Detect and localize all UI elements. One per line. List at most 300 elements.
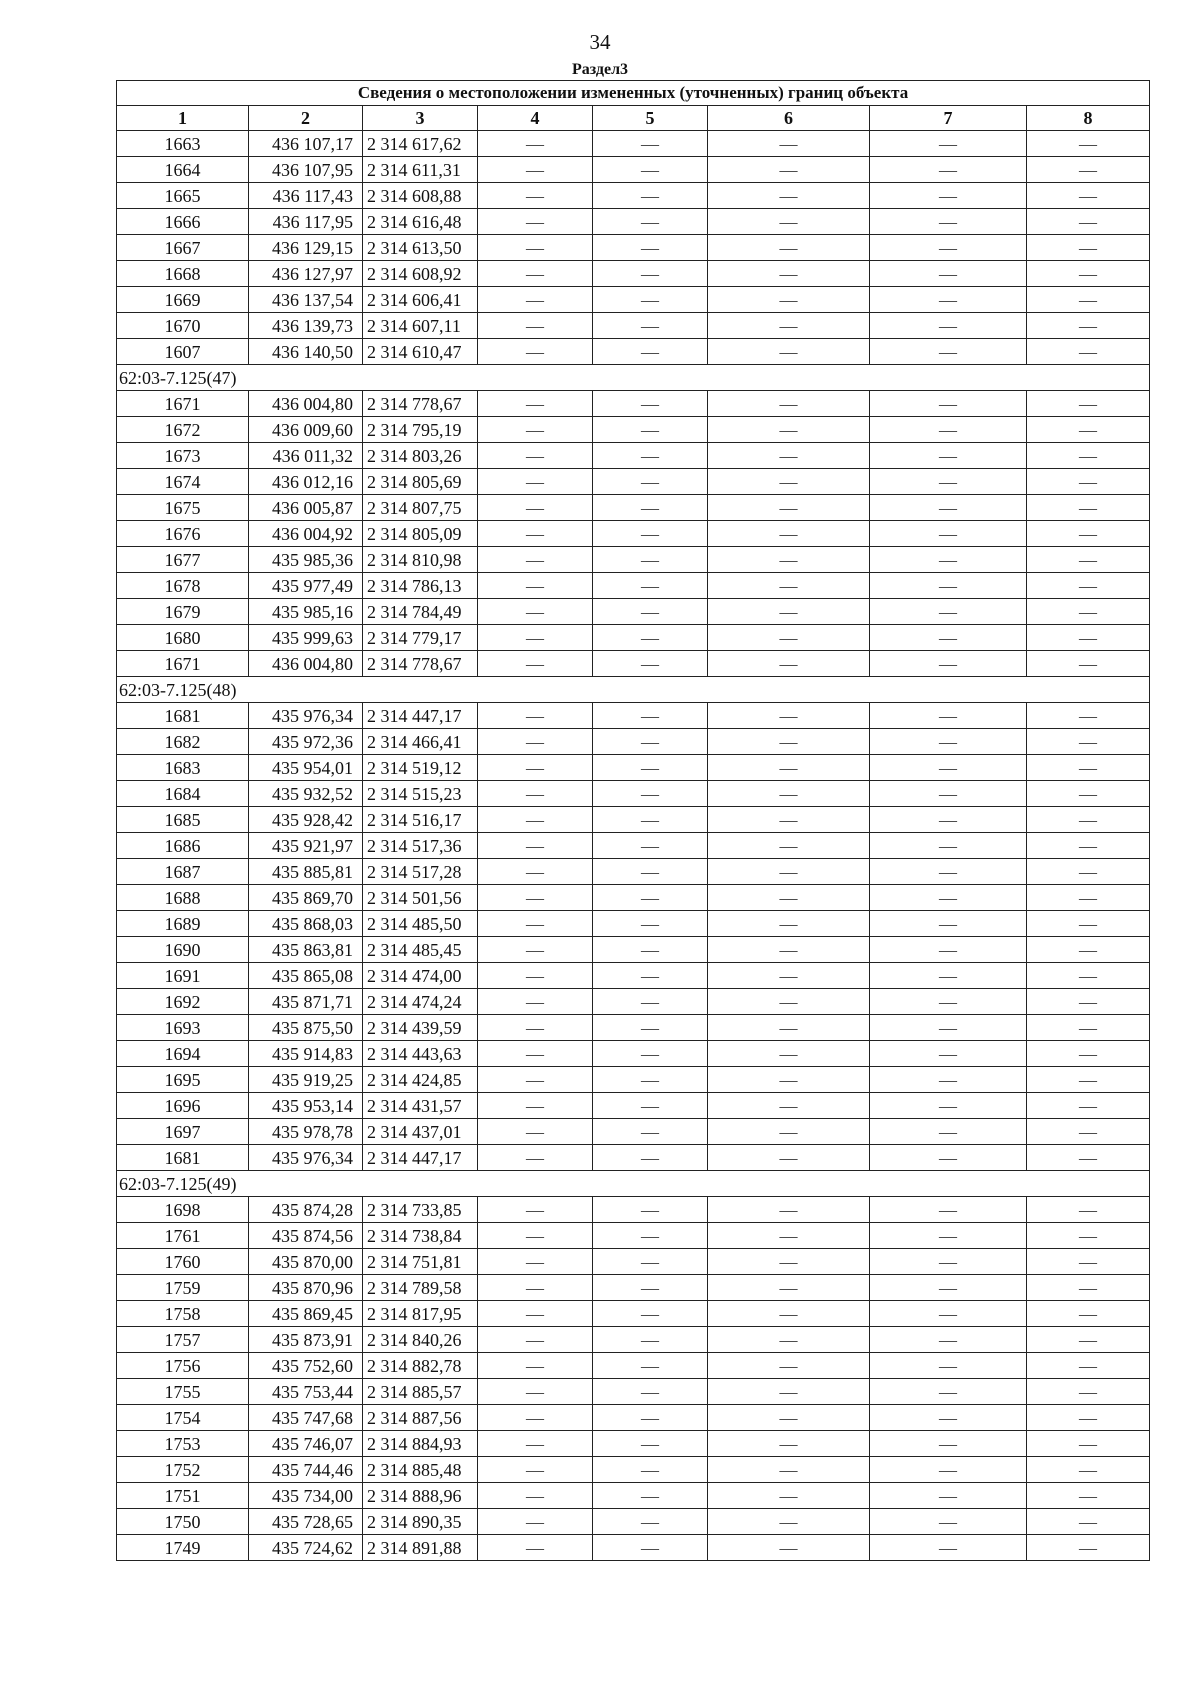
empty-value-dash: — (870, 417, 1027, 443)
table-row (117, 859, 1150, 885)
empty-value-dash: — (593, 1223, 708, 1249)
empty-value-dash: — (1027, 313, 1150, 339)
empty-value-dash: — (593, 313, 708, 339)
empty-value-dash: — (593, 547, 708, 573)
empty-value-dash: — (708, 469, 870, 495)
empty-value-dash: — (870, 495, 1027, 521)
y-coordinate: 2 314 888,96 (363, 1483, 478, 1509)
empty-value-dash: — (708, 1431, 870, 1457)
empty-value-dash: — (1027, 625, 1150, 651)
point-number: 1673 (117, 443, 249, 469)
empty-value-dash: — (1027, 131, 1150, 157)
point-number: 1675 (117, 495, 249, 521)
y-coordinate: 2 314 485,50 (363, 911, 478, 937)
table-row (117, 183, 1150, 209)
x-coordinate: 435 919,25 (249, 1067, 363, 1093)
x-coordinate: 436 005,87 (249, 495, 363, 521)
y-coordinate: 2 314 501,56 (363, 885, 478, 911)
table-row (117, 1145, 1150, 1171)
empty-value-dash: — (1027, 495, 1150, 521)
empty-value-dash: — (870, 1353, 1027, 1379)
empty-value-dash: — (478, 157, 593, 183)
point-number: 1671 (117, 651, 249, 677)
empty-value-dash: — (1027, 781, 1150, 807)
y-coordinate: 2 314 516,17 (363, 807, 478, 833)
x-coordinate: 435 752,60 (249, 1353, 363, 1379)
y-coordinate: 2 314 608,88 (363, 183, 478, 209)
section-label: Раздел3 (571, 61, 629, 78)
empty-value-dash: — (1027, 703, 1150, 729)
y-coordinate: 2 314 517,28 (363, 859, 478, 885)
point-number: 1670 (117, 313, 249, 339)
empty-value-dash: — (708, 573, 870, 599)
empty-value-dash: — (593, 625, 708, 651)
x-coordinate: 435 865,08 (249, 963, 363, 989)
empty-value-dash: — (478, 261, 593, 287)
empty-value-dash: — (708, 157, 870, 183)
empty-value-dash: — (593, 807, 708, 833)
point-number: 1680 (117, 625, 249, 651)
empty-value-dash: — (478, 1041, 593, 1067)
empty-value-dash: — (478, 1015, 593, 1041)
empty-value-dash: — (708, 625, 870, 651)
empty-value-dash: — (708, 729, 870, 755)
empty-value-dash: — (478, 391, 593, 417)
empty-value-dash: — (1027, 521, 1150, 547)
empty-value-dash: — (1027, 1067, 1150, 1093)
empty-value-dash: — (593, 1431, 708, 1457)
group-header-row (117, 365, 1150, 391)
point-number: 1672 (117, 417, 249, 443)
empty-value-dash: — (870, 339, 1027, 365)
y-coordinate: 2 314 608,92 (363, 261, 478, 287)
point-number: 1674 (117, 469, 249, 495)
empty-value-dash: — (593, 703, 708, 729)
empty-value-dash: — (593, 833, 708, 859)
table-row (117, 1431, 1150, 1457)
x-coordinate: 435 744,46 (249, 1457, 363, 1483)
empty-value-dash: — (593, 1327, 708, 1353)
table-row (117, 599, 1150, 625)
x-coordinate: 436 127,97 (249, 261, 363, 287)
point-number: 1676 (117, 521, 249, 547)
empty-value-dash: — (478, 781, 593, 807)
empty-value-dash: — (1027, 547, 1150, 573)
empty-value-dash: — (870, 963, 1027, 989)
group-header-row (117, 1171, 1150, 1197)
y-coordinate: 2 314 617,62 (363, 131, 478, 157)
empty-value-dash: — (593, 417, 708, 443)
y-coordinate: 2 314 778,67 (363, 391, 478, 417)
table-row (117, 911, 1150, 937)
empty-value-dash: — (1027, 599, 1150, 625)
empty-value-dash: — (478, 209, 593, 235)
x-coordinate: 436 117,43 (249, 183, 363, 209)
empty-value-dash: — (593, 391, 708, 417)
y-coordinate: 2 314 784,49 (363, 599, 478, 625)
empty-value-dash: — (1027, 1093, 1150, 1119)
table-row (117, 1535, 1150, 1561)
table-row (117, 287, 1150, 313)
table-row (117, 937, 1150, 963)
empty-value-dash: — (1027, 833, 1150, 859)
empty-value-dash: — (870, 1223, 1027, 1249)
table-row (117, 1353, 1150, 1379)
empty-value-dash: — (1027, 1457, 1150, 1483)
y-coordinate: 2 314 786,13 (363, 573, 478, 599)
empty-value-dash: — (708, 1197, 870, 1223)
empty-value-dash: — (478, 1249, 593, 1275)
point-number: 1692 (117, 989, 249, 1015)
column-number-8: 8 (1027, 106, 1150, 131)
table-row (117, 1301, 1150, 1327)
table-row (117, 703, 1150, 729)
empty-value-dash: — (1027, 391, 1150, 417)
point-number: 1666 (117, 209, 249, 235)
empty-value-dash: — (708, 911, 870, 937)
empty-value-dash: — (708, 1535, 870, 1561)
empty-value-dash: — (870, 859, 1027, 885)
x-coordinate: 435 746,07 (249, 1431, 363, 1457)
table-row (117, 157, 1150, 183)
empty-value-dash: — (1027, 443, 1150, 469)
y-coordinate: 2 314 751,81 (363, 1249, 478, 1275)
empty-value-dash: — (593, 1197, 708, 1223)
x-coordinate: 436 004,80 (249, 651, 363, 677)
y-coordinate: 2 314 437,01 (363, 1119, 478, 1145)
point-number: 1753 (117, 1431, 249, 1457)
point-number: 1751 (117, 1483, 249, 1509)
table-row (117, 417, 1150, 443)
empty-value-dash: — (478, 1535, 593, 1561)
empty-value-dash: — (478, 1431, 593, 1457)
empty-value-dash: — (593, 183, 708, 209)
empty-value-dash: — (708, 1041, 870, 1067)
point-number: 1694 (117, 1041, 249, 1067)
empty-value-dash: — (478, 833, 593, 859)
group-label: 62:03-7.125(47) (117, 365, 1150, 391)
empty-value-dash: — (593, 157, 708, 183)
point-number: 1750 (117, 1509, 249, 1535)
column-number-row (117, 106, 1150, 131)
y-coordinate: 2 314 807,75 (363, 495, 478, 521)
x-coordinate: 436 137,54 (249, 287, 363, 313)
empty-value-dash: — (708, 261, 870, 287)
group-label: 62:03-7.125(48) (117, 677, 1150, 703)
y-coordinate: 2 314 485,45 (363, 937, 478, 963)
x-coordinate: 435 724,62 (249, 1535, 363, 1561)
empty-value-dash: — (870, 989, 1027, 1015)
point-number: 1682 (117, 729, 249, 755)
empty-value-dash: — (1027, 989, 1150, 1015)
empty-value-dash: — (478, 1145, 593, 1171)
empty-value-dash: — (708, 1249, 870, 1275)
empty-value-dash: — (870, 443, 1027, 469)
x-coordinate: 435 728,65 (249, 1509, 363, 1535)
y-coordinate: 2 314 885,57 (363, 1379, 478, 1405)
y-coordinate: 2 314 805,09 (363, 521, 478, 547)
x-coordinate: 435 885,81 (249, 859, 363, 885)
point-number: 1757 (117, 1327, 249, 1353)
empty-value-dash: — (593, 235, 708, 261)
empty-value-dash: — (708, 1275, 870, 1301)
table-row (117, 1249, 1150, 1275)
table-row (117, 1197, 1150, 1223)
column-number-3: 3 (363, 106, 478, 131)
empty-value-dash: — (593, 1145, 708, 1171)
empty-value-dash: — (708, 417, 870, 443)
empty-value-dash: — (478, 625, 593, 651)
point-number: 1689 (117, 911, 249, 937)
empty-value-dash: — (1027, 573, 1150, 599)
y-coordinate: 2 314 882,78 (363, 1353, 478, 1379)
empty-value-dash: — (593, 469, 708, 495)
table-row (117, 833, 1150, 859)
y-coordinate: 2 314 613,50 (363, 235, 478, 261)
x-coordinate: 435 863,81 (249, 937, 363, 963)
empty-value-dash: — (870, 807, 1027, 833)
point-number: 1690 (117, 937, 249, 963)
empty-value-dash: — (870, 625, 1027, 651)
y-coordinate: 2 314 447,17 (363, 1145, 478, 1171)
empty-value-dash: — (1027, 1405, 1150, 1431)
point-number: 1688 (117, 885, 249, 911)
empty-value-dash: — (593, 781, 708, 807)
table-row (117, 1093, 1150, 1119)
empty-value-dash: — (593, 131, 708, 157)
empty-value-dash: — (1027, 651, 1150, 677)
point-number: 1761 (117, 1223, 249, 1249)
y-coordinate: 2 314 803,26 (363, 443, 478, 469)
empty-value-dash: — (478, 131, 593, 157)
empty-value-dash: — (593, 989, 708, 1015)
empty-value-dash: — (478, 1405, 593, 1431)
point-number: 1671 (117, 391, 249, 417)
empty-value-dash: — (1027, 1353, 1150, 1379)
empty-value-dash: — (593, 937, 708, 963)
x-coordinate: 435 734,00 (249, 1483, 363, 1509)
empty-value-dash: — (478, 417, 593, 443)
table-row (117, 1067, 1150, 1093)
y-coordinate: 2 314 890,35 (363, 1509, 478, 1535)
point-number: 1760 (117, 1249, 249, 1275)
x-coordinate: 435 747,68 (249, 1405, 363, 1431)
empty-value-dash: — (1027, 157, 1150, 183)
x-coordinate: 435 873,91 (249, 1327, 363, 1353)
empty-value-dash: — (870, 1327, 1027, 1353)
empty-value-dash: — (593, 495, 708, 521)
empty-value-dash: — (478, 937, 593, 963)
y-coordinate: 2 314 515,23 (363, 781, 478, 807)
y-coordinate: 2 314 805,69 (363, 469, 478, 495)
y-coordinate: 2 314 439,59 (363, 1015, 478, 1041)
y-coordinate: 2 314 466,41 (363, 729, 478, 755)
empty-value-dash: — (1027, 287, 1150, 313)
empty-value-dash: — (870, 1119, 1027, 1145)
empty-value-dash: — (1027, 963, 1150, 989)
y-coordinate: 2 314 424,85 (363, 1067, 478, 1093)
y-coordinate: 2 314 779,17 (363, 625, 478, 651)
x-coordinate: 435 921,97 (249, 833, 363, 859)
empty-value-dash: — (870, 1145, 1027, 1171)
empty-value-dash: — (870, 183, 1027, 209)
empty-value-dash: — (593, 859, 708, 885)
empty-value-dash: — (708, 1483, 870, 1509)
empty-value-dash: — (593, 573, 708, 599)
point-number: 1758 (117, 1301, 249, 1327)
table-row (117, 131, 1150, 157)
x-coordinate: 435 868,03 (249, 911, 363, 937)
point-number: 1664 (117, 157, 249, 183)
empty-value-dash: — (593, 1457, 708, 1483)
empty-value-dash: — (593, 1535, 708, 1561)
empty-value-dash: — (1027, 1145, 1150, 1171)
empty-value-dash: — (708, 989, 870, 1015)
empty-value-dash: — (870, 1301, 1027, 1327)
table-row (117, 495, 1150, 521)
table-row (117, 1509, 1150, 1535)
empty-value-dash: — (478, 1067, 593, 1093)
empty-value-dash: — (593, 1093, 708, 1119)
empty-value-dash: — (1027, 1197, 1150, 1223)
table-row (117, 391, 1150, 417)
point-number: 1683 (117, 755, 249, 781)
table-row (117, 573, 1150, 599)
y-coordinate: 2 314 738,84 (363, 1223, 478, 1249)
empty-value-dash: — (870, 1093, 1027, 1119)
y-coordinate: 2 314 884,93 (363, 1431, 478, 1457)
empty-value-dash: — (708, 287, 870, 313)
empty-value-dash: — (593, 287, 708, 313)
empty-value-dash: — (1027, 183, 1150, 209)
table-row (117, 443, 1150, 469)
y-coordinate: 2 314 778,67 (363, 651, 478, 677)
table-row (117, 781, 1150, 807)
empty-value-dash: — (593, 1483, 708, 1509)
empty-value-dash: — (708, 1067, 870, 1093)
table-row (117, 807, 1150, 833)
table-row (117, 885, 1150, 911)
column-number-7: 7 (870, 106, 1027, 131)
point-number: 1678 (117, 573, 249, 599)
empty-value-dash: — (708, 1093, 870, 1119)
empty-value-dash: — (1027, 1275, 1150, 1301)
empty-value-dash: — (870, 573, 1027, 599)
empty-value-dash: — (593, 1353, 708, 1379)
empty-value-dash: — (1027, 859, 1150, 885)
x-coordinate: 435 954,01 (249, 755, 363, 781)
point-number: 1679 (117, 599, 249, 625)
empty-value-dash: — (478, 235, 593, 261)
x-coordinate: 436 107,95 (249, 157, 363, 183)
empty-value-dash: — (870, 911, 1027, 937)
empty-value-dash: — (708, 443, 870, 469)
empty-value-dash: — (1027, 469, 1150, 495)
empty-value-dash: — (870, 287, 1027, 313)
empty-value-dash: — (708, 1145, 870, 1171)
point-number: 1667 (117, 235, 249, 261)
empty-value-dash: — (708, 963, 870, 989)
table-row (117, 1223, 1150, 1249)
empty-value-dash: — (1027, 1249, 1150, 1275)
empty-value-dash: — (593, 339, 708, 365)
empty-value-dash: — (708, 1405, 870, 1431)
y-coordinate: 2 314 817,95 (363, 1301, 478, 1327)
empty-value-dash: — (708, 599, 870, 625)
empty-value-dash: — (708, 547, 870, 573)
empty-value-dash: — (478, 313, 593, 339)
y-coordinate: 2 314 789,58 (363, 1275, 478, 1301)
empty-value-dash: — (870, 1067, 1027, 1093)
empty-value-dash: — (870, 261, 1027, 287)
empty-value-dash: — (870, 469, 1027, 495)
empty-value-dash: — (478, 1509, 593, 1535)
empty-value-dash: — (478, 547, 593, 573)
empty-value-dash: — (870, 1405, 1027, 1431)
empty-value-dash: — (1027, 1483, 1150, 1509)
empty-value-dash: — (708, 391, 870, 417)
empty-value-dash: — (478, 287, 593, 313)
x-coordinate: 435 870,00 (249, 1249, 363, 1275)
point-number: 1695 (117, 1067, 249, 1093)
y-coordinate: 2 314 891,88 (363, 1535, 478, 1561)
empty-value-dash: — (870, 833, 1027, 859)
empty-value-dash: — (708, 183, 870, 209)
y-coordinate: 2 314 474,24 (363, 989, 478, 1015)
y-coordinate: 2 314 519,12 (363, 755, 478, 781)
point-number: 1749 (117, 1535, 249, 1561)
empty-value-dash: — (478, 651, 593, 677)
empty-value-dash: — (478, 911, 593, 937)
empty-value-dash: — (708, 521, 870, 547)
empty-value-dash: — (870, 1431, 1027, 1457)
empty-value-dash: — (478, 521, 593, 547)
empty-value-dash: — (1027, 1379, 1150, 1405)
y-coordinate: 2 314 443,63 (363, 1041, 478, 1067)
point-number: 1754 (117, 1405, 249, 1431)
empty-value-dash: — (1027, 417, 1150, 443)
empty-value-dash: — (478, 1223, 593, 1249)
point-number: 1755 (117, 1379, 249, 1405)
empty-value-dash: — (870, 1015, 1027, 1041)
table-row (117, 261, 1150, 287)
table-row (117, 1041, 1150, 1067)
x-coordinate: 436 012,16 (249, 469, 363, 495)
table-caption: Сведения о местоположении измененных (уточненных) границ объекта (117, 81, 1150, 106)
point-number: 1684 (117, 781, 249, 807)
table-row (117, 963, 1150, 989)
empty-value-dash: — (478, 1301, 593, 1327)
empty-value-dash: — (708, 651, 870, 677)
empty-value-dash: — (478, 573, 593, 599)
table-row (117, 1119, 1150, 1145)
empty-value-dash: — (708, 1223, 870, 1249)
empty-value-dash: — (870, 313, 1027, 339)
empty-value-dash: — (870, 157, 1027, 183)
table-row (117, 651, 1150, 677)
empty-value-dash: — (708, 781, 870, 807)
table-row (117, 547, 1150, 573)
x-coordinate: 435 869,45 (249, 1301, 363, 1327)
empty-value-dash: — (593, 1301, 708, 1327)
empty-value-dash: — (478, 1197, 593, 1223)
table-row (117, 755, 1150, 781)
x-coordinate: 435 985,36 (249, 547, 363, 573)
empty-value-dash: — (708, 1119, 870, 1145)
empty-value-dash: — (593, 911, 708, 937)
empty-value-dash: — (870, 599, 1027, 625)
point-number: 1685 (117, 807, 249, 833)
